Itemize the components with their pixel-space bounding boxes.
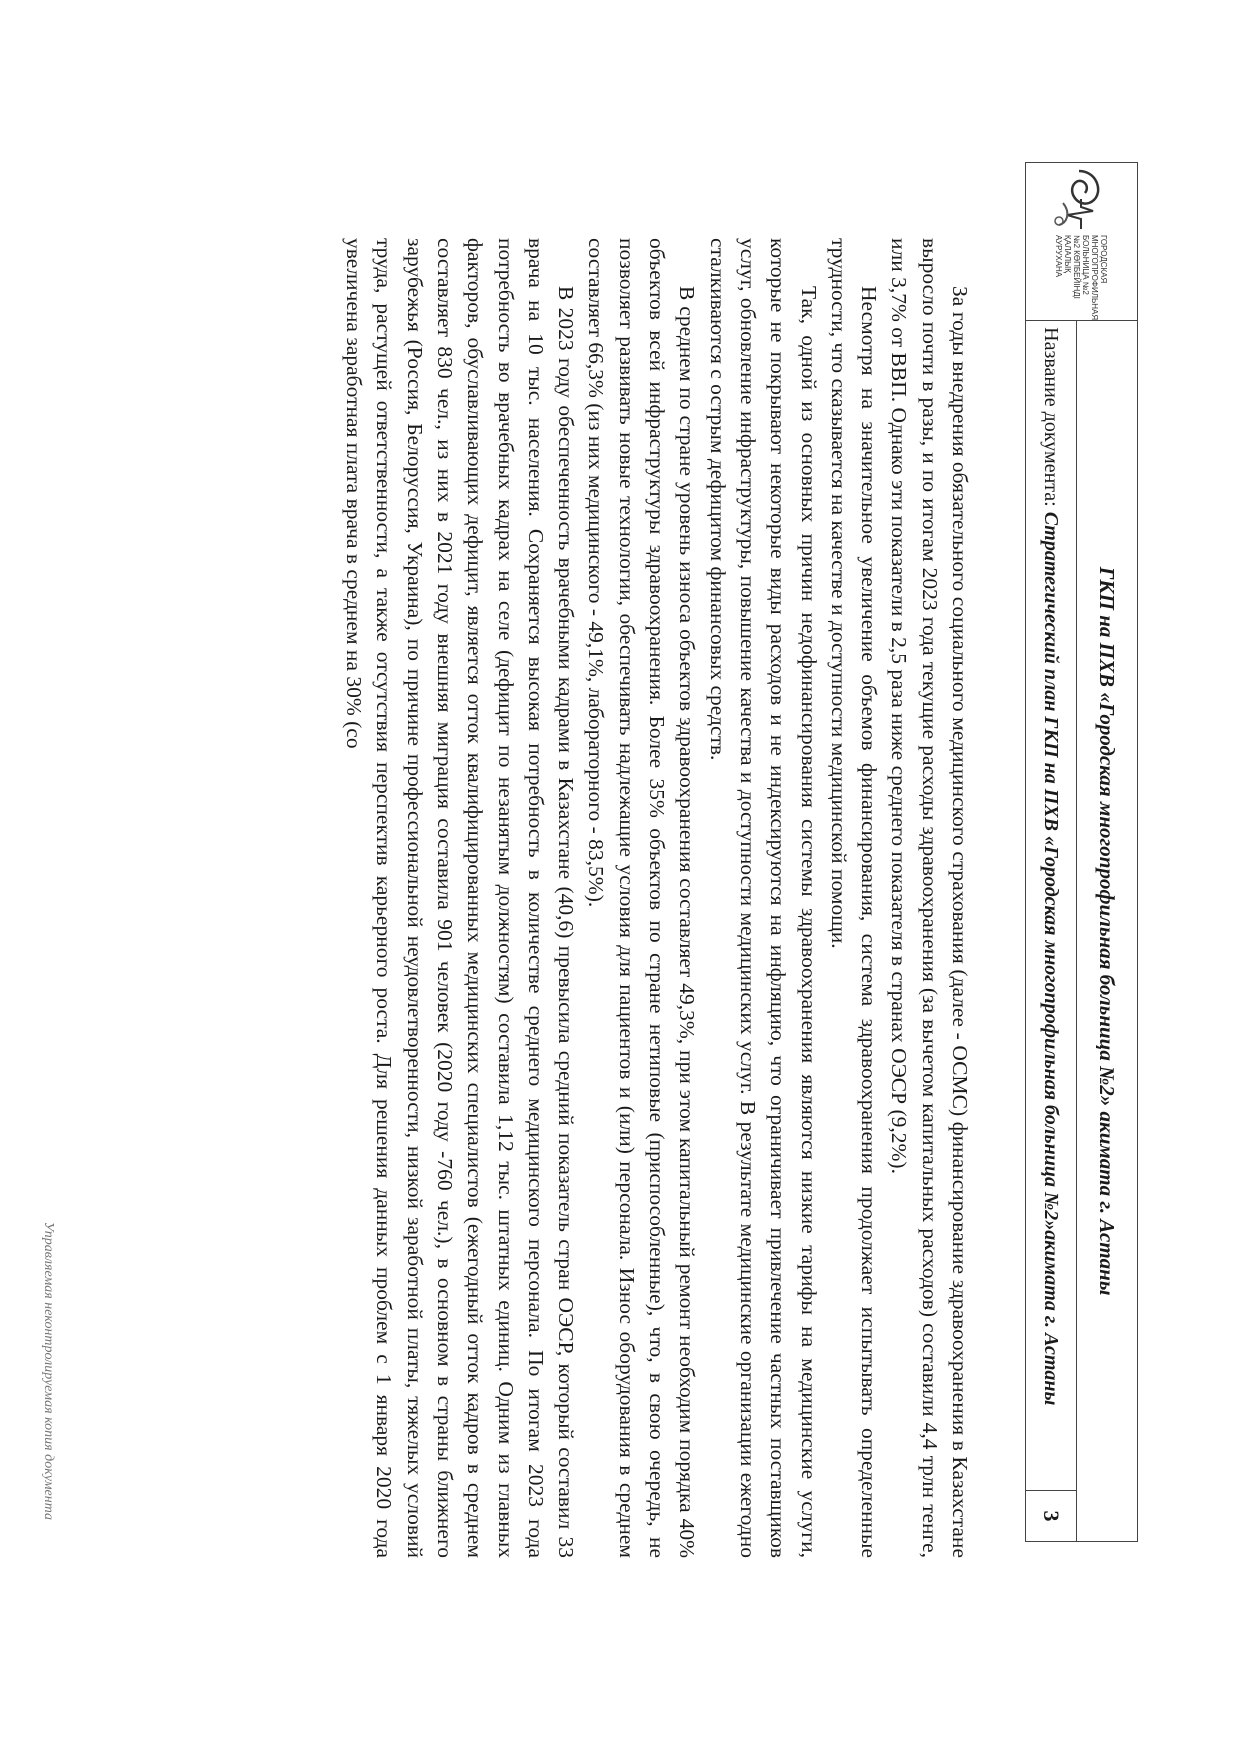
paragraph: Так, одной из основных причин недофинансирования системы здравоохранения являются низкие тарифы на медицинские услуги, которые не покрывают некоторые виды расходов и не индексируются на инфляцию, что ограничивает привлечение частных поставщиков услуг, обновление инфраструктуры, повышение качества и доступности медицинских услуг. В результате медицинские организации ежегодно сталкиваются с острым дефицитом финансовых средств. xyxy=(705,238,821,1558)
logo-line: ГОРОДСКАЯ xyxy=(1099,235,1109,284)
logo-line: БОЛЬНИЦА №2 xyxy=(1081,235,1091,295)
paragraph: В среднем по стране уровень износа объектов здравоохранения составляет 49,3%, при этом капитальный ремонт необходим порядка 40% объектов всей инфраструктуры здравоохранения. Более 35% объектов по стране нетиповые (приспособленные), что, в свою очередь, не позволяет развивать новые технологии, обеспечивать надлежащие условия для пациентов и (или) персонала. Износ оборудования в среднем составляет 66,3% (из них медицинского - 49,1%, лабораторного - 83,5%). xyxy=(584,238,700,1558)
paragraph: За годы внедрения обязательного социального медицинского страхования (далее - ОСМС) финансирование здравоохранения в Казахстане выросло почти в разы, и по итогам 2023 года текущие расходы здравоохранения (за вычетом капитальных расходов) составили 4,4 трлн тенге, или 3,7% от ВВП. Однако эти показатели в 2,5 раза ниже среднего показателя в странах ОЭСР (9,2%). xyxy=(887,238,972,1558)
document-name-cell xyxy=(1026,321,1077,1491)
logo-line: №2 КӨПБЕЙІНДІ xyxy=(1072,235,1082,299)
document-body xyxy=(339,238,975,1558)
logo-line: МНОГОПРОФИЛЬНАЯ xyxy=(1090,235,1100,321)
page-number: 3 xyxy=(1026,1491,1077,1542)
logo-cell xyxy=(1026,163,1138,321)
logo-text xyxy=(1055,235,1109,320)
document-name-value: Стратегический план ГКП на ПХВ «Городская многопрофильная больница №2»акимата г. Астаны xyxy=(1040,511,1063,1406)
header-title: ГКП на ПХВ «Городская многопрофильная больница №2» акимата г. Астаны xyxy=(1077,321,1138,1542)
logo-line: АУРУХАНА xyxy=(1054,235,1064,278)
footer-note: Управляемая неконтролируемая копия документа xyxy=(41,1221,56,1520)
hospital-logo xyxy=(1027,163,1137,320)
paragraph: Несмотря на значительное увеличение объемов финансирования, система здравоохранения продолжает испытывать определенные трудности, что сказывается на качестве и доступности медицинской помощи. xyxy=(826,238,882,1558)
paragraph: В 2023 году обеспеченность врачебными кадрами в Казахстане (40,6) превысила средний показатель стран ОЭСР, который составил 33 врача на 10 тыс. населения. Сохраняется высокая потребность в количестве среднего медицинского персонала. По итогам 2023 года потребность во врачебных кадрах на селе (дефицит по незанятым должностям) составила 1,12 тыс. штатных единиц. Одним из главных факторов, обуславливающих дефицит, является отток квалифицированных медицинских специалистов (ежегодный отток кадров в среднем составляет 830 чел., из них в 2021 году внешняя миграция составила 901 человек (2020 году -760 чел.), в основном в страны ближнего зарубежья (Россия, Белоруссия, Украина), по причине профессиональной неудовлетворенности, низкой заработной платы, тяжелых условий труда, растущей ответственности, а также отсутствия перспектив карьерного роста. Для решения данных проблем с 1 января 2020 года увеличена заработная плата врача в среднем на 30% (со xyxy=(342,238,579,1558)
document-name-label: Название документа: xyxy=(1040,327,1063,507)
document-header xyxy=(1025,162,1138,1542)
hospital-logo-icon xyxy=(1052,163,1112,233)
logo-line: ҚАЛАЛЫҚ xyxy=(1063,235,1073,273)
